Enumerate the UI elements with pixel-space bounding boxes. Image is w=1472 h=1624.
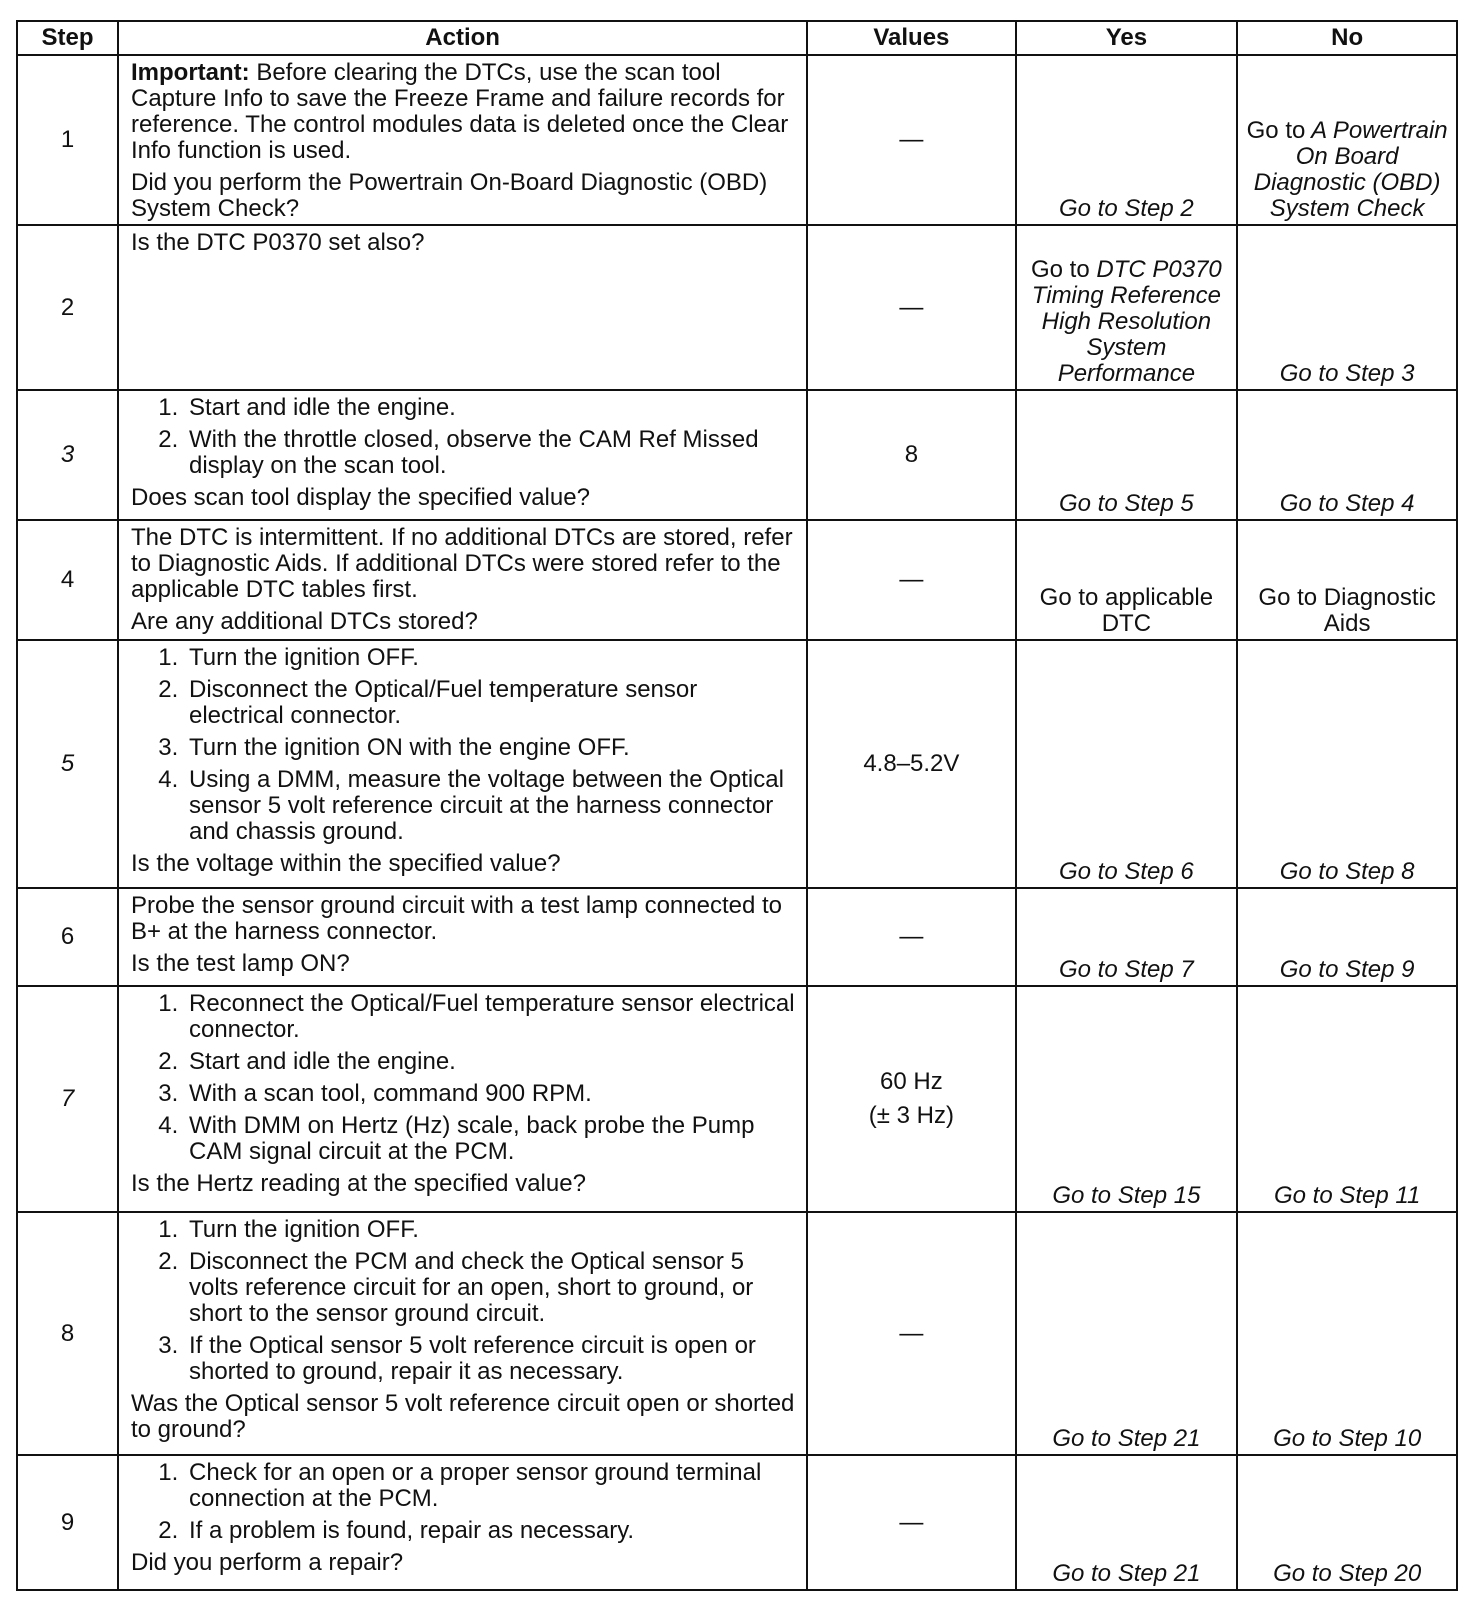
step-number: 4: [17, 520, 118, 640]
step-number: 7: [17, 986, 118, 1212]
action-text: Probe the sensor ground circuit with a test lamp connected to B+ at the harness connector.: [130, 892, 783, 945]
yes-cell[interactable]: Go to Step 15: [1016, 986, 1238, 1212]
important-note: [131, 60, 796, 164]
question: Did you perform the Powertrain On-Board Diagnostic (OBD) System Check?: [130, 169, 768, 222]
values-line: (± 3 Hz): [868, 1102, 954, 1129]
no-cell[interactable]: Go to Step 4: [1237, 390, 1457, 520]
action-step: 2. Start and idle the engine.: [185, 1049, 796, 1075]
action-cell: [118, 640, 807, 888]
question: Is the DTC P0370 set also?: [130, 229, 425, 256]
yes-cell[interactable]: Go to Step 6: [1016, 640, 1238, 888]
action-cell: [118, 55, 807, 225]
values-cell: 4.8–5.2V: [807, 640, 1015, 888]
table-row: [17, 225, 1457, 390]
yes-link[interactable]: DTC P0370 Timing Reference High Resolution System Performance: [1031, 256, 1222, 387]
table-row: [17, 390, 1457, 520]
no-cell[interactable]: Go to Step 9: [1237, 888, 1457, 986]
values-line: 60 Hz: [880, 1068, 943, 1095]
no-cell[interactable]: Go to Step 8: [1237, 640, 1457, 888]
header-yes: Yes: [1016, 21, 1238, 55]
step-number: 6: [17, 888, 118, 986]
action-steps: [131, 1460, 796, 1544]
yes-cell[interactable]: Go to Step 21: [1016, 1455, 1238, 1590]
question: Was the Optical sensor 5 volt reference circuit open or shorted to ground?: [130, 1390, 795, 1443]
step-number: 1: [17, 55, 118, 225]
action-step: 3. Turn the ignition ON with the engine OFF.: [185, 735, 796, 761]
action-step: 2. If a problem is found, repair as necessary.: [185, 1518, 796, 1544]
question: Is the voltage within the specified value?: [130, 850, 561, 877]
action-cell: [118, 1455, 807, 1590]
action-cell: [118, 1212, 807, 1455]
action-cell: [118, 390, 807, 520]
values-cell: —: [807, 1455, 1015, 1590]
question: Did you perform a repair?: [130, 1549, 404, 1576]
table-row: [17, 55, 1457, 225]
values-cell: —: [807, 225, 1015, 390]
no-cell[interactable]: Go to Step 20: [1237, 1455, 1457, 1590]
action-steps: [131, 991, 796, 1165]
action-text: The DTC is intermittent. If no additional DTCs are stored, refer to Diagnostic Aids. If additional DTCs were stored refer to the applicable DTC tables first.: [130, 524, 793, 603]
yes-cell[interactable]: Go to applicable DTC: [1016, 520, 1238, 640]
table-row: [17, 986, 1457, 1212]
no-cell[interactable]: Go to Diagnostic Aids: [1237, 520, 1457, 640]
values-cell: 8: [807, 390, 1015, 520]
no-cell[interactable]: Go to Step 11: [1237, 986, 1457, 1212]
yes-cell[interactable]: Go to Step 5: [1016, 390, 1238, 520]
action-step: 3. If the Optical sensor 5 volt reference circuit is open or shorted to ground, repair it as necessary.: [185, 1333, 796, 1385]
yes-prefix: Go to: [1031, 256, 1090, 283]
no-cell[interactable]: [1237, 55, 1457, 225]
action-step: 3. With a scan tool, command 900 RPM.: [185, 1081, 796, 1107]
question: Is the test lamp ON?: [130, 950, 350, 977]
action-step: 2. With the throttle closed, observe the CAM Ref Missed display on the scan tool.: [185, 427, 796, 479]
action-step: 4. Using a DMM, measure the voltage between the Optical sensor 5 volt reference circuit at the harness connector and chassis ground.: [185, 767, 796, 845]
action-cell: [118, 888, 807, 986]
header-no: No: [1237, 21, 1457, 55]
no-cell[interactable]: Go to Step 10: [1237, 1212, 1457, 1455]
action-step: 2. Disconnect the PCM and check the Optical sensor 5 volts reference circuit for an open, short to ground, or short to the sensor ground circuit.: [185, 1249, 796, 1327]
action-step: 1. Turn the ignition OFF.: [185, 645, 796, 671]
important-text: Before clearing the DTCs, use the scan tool Capture Info to save the Freeze Frame and failure records for reference. The control modules data is deleted once the Clear Info function is used.: [130, 59, 789, 164]
step-number: 2: [17, 225, 118, 390]
step-number: 9: [17, 1455, 118, 1590]
step-number: 5: [17, 640, 118, 888]
table-row: [17, 520, 1457, 640]
action-cell: [118, 986, 807, 1212]
diagnostic-table: [16, 20, 1458, 1591]
table-row: [17, 888, 1457, 986]
no-link[interactable]: A Powertrain On Board Diagnostic (OBD) System Check: [1253, 117, 1448, 222]
action-steps: [131, 1217, 796, 1385]
action-step: 1. Turn the ignition OFF.: [185, 1217, 796, 1243]
no-prefix: Go to: [1246, 117, 1306, 144]
action-step: 4. With DMM on Hertz (Hz) scale, back probe the Pump CAM signal circuit at the PCM.: [185, 1113, 796, 1165]
values-cell: —: [807, 1212, 1015, 1455]
question: Are any additional DTCs stored?: [130, 608, 478, 635]
action-step: 2. Disconnect the Optical/Fuel temperature sensor electrical connector.: [185, 677, 796, 729]
no-cell[interactable]: Go to Step 3: [1237, 225, 1457, 390]
table-row: [17, 1212, 1457, 1455]
header-action: Action: [118, 21, 807, 55]
important-label: Important:: [130, 59, 250, 86]
action-step: 1. Check for an open or a proper sensor ground terminal connection at the PCM.: [185, 1460, 796, 1512]
yes-cell[interactable]: Go to Step 21: [1016, 1212, 1238, 1455]
action-steps: [131, 395, 796, 479]
header-step: Step: [17, 21, 118, 55]
yes-cell[interactable]: [1016, 225, 1238, 390]
header-values: Values: [807, 21, 1015, 55]
table-row: [17, 640, 1457, 888]
action-step: 1. Start and idle the engine.: [185, 395, 796, 421]
values-cell: —: [807, 520, 1015, 640]
values-cell: —: [807, 55, 1015, 225]
question: Is the Hertz reading at the specified value?: [130, 1170, 586, 1197]
table-row: [17, 1455, 1457, 1590]
values-cell: [807, 986, 1015, 1212]
action-steps: [131, 645, 796, 845]
action-step: 1. Reconnect the Optical/Fuel temperature sensor electrical connector.: [185, 991, 796, 1043]
action-cell: [118, 520, 807, 640]
yes-cell[interactable]: Go to Step 2: [1016, 55, 1238, 225]
question: Does scan tool display the specified value?: [130, 484, 590, 511]
header-row: [17, 21, 1457, 55]
step-number: 3: [17, 390, 118, 520]
step-number: 8: [17, 1212, 118, 1455]
values-cell: —: [807, 888, 1015, 986]
action-cell: [118, 225, 807, 390]
yes-cell[interactable]: Go to Step 7: [1016, 888, 1238, 986]
